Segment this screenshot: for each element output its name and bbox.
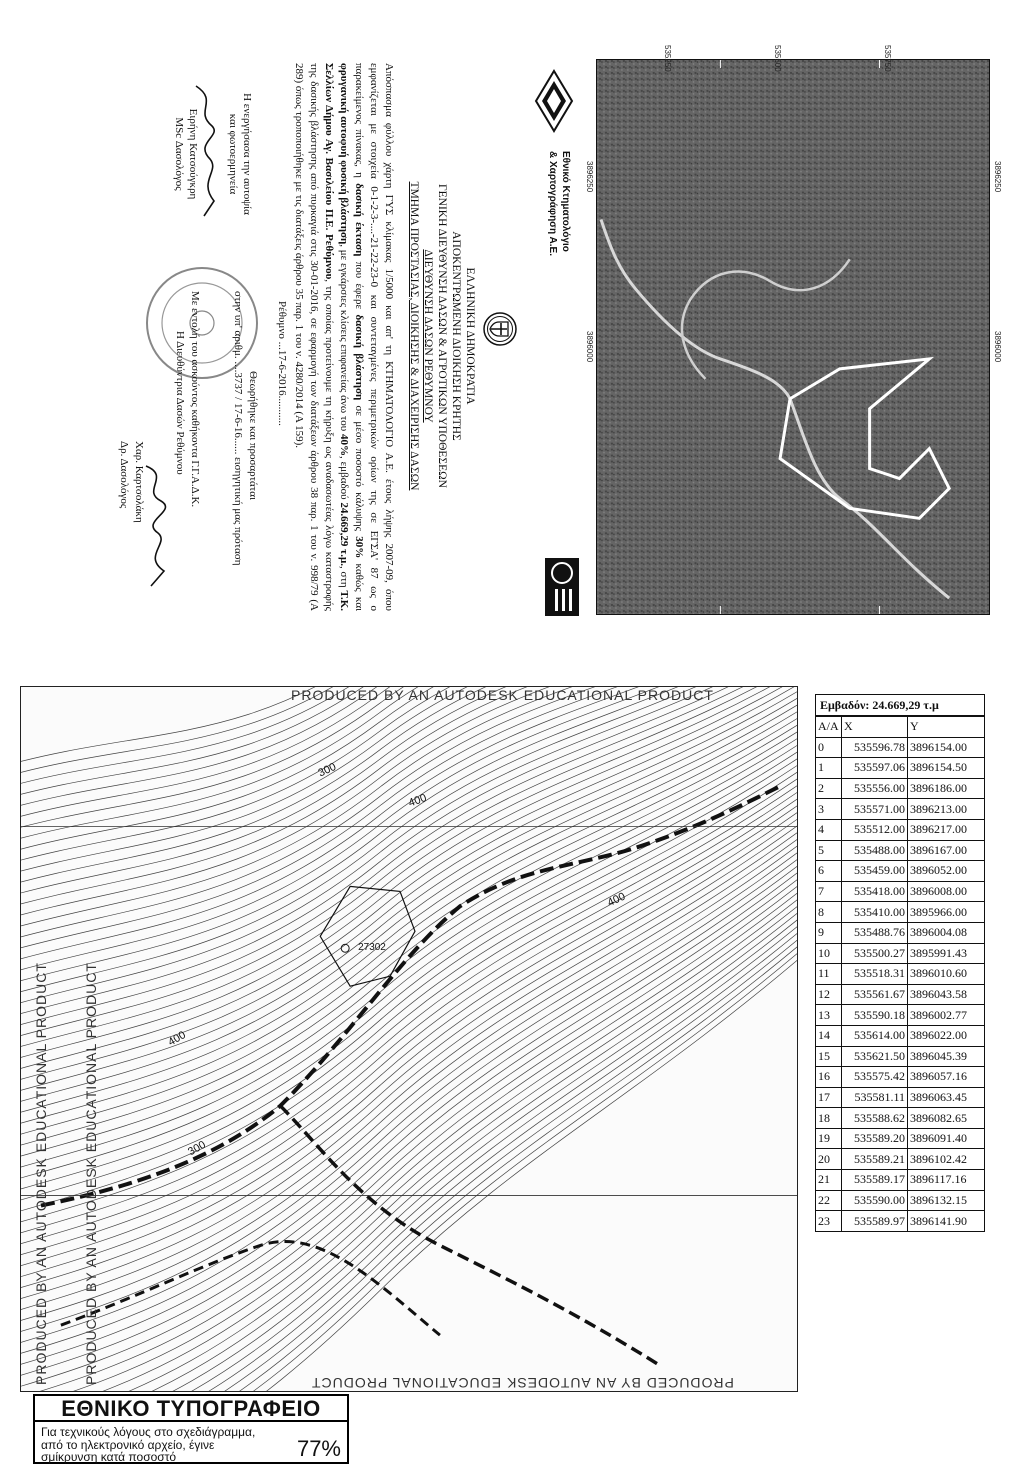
- contour-line: [21, 929, 797, 1391]
- table-row: [816, 964, 985, 985]
- body-text-part: σε μέσο ποσοστό κάλυψης: [353, 405, 365, 531]
- table-cell: 1: [816, 758, 842, 779]
- map-watermark-bottom: PRODUCED BY AN AUTODESK EDUCATIONAL PRODUCT: [311, 1375, 734, 1391]
- table-cell: 14: [816, 1025, 842, 1046]
- table-cell: 535589.97: [842, 1211, 908, 1232]
- contour-line: [21, 687, 797, 1063]
- table-cell: 3896045.39: [908, 1046, 985, 1067]
- ktimatologio-logo-icon: [532, 61, 576, 141]
- table-cell: 23: [816, 1211, 842, 1232]
- contour-line: [21, 843, 797, 1359]
- contour-line: [21, 687, 797, 898]
- contour-line: [21, 790, 797, 1271]
- contour-line: [21, 687, 797, 887]
- table-cell: 3896154.50: [908, 758, 985, 779]
- date-line: [276, 301, 288, 426]
- table-cell: 17: [816, 1087, 842, 1108]
- contour-label: 300: [186, 1138, 208, 1159]
- body-text-bold: φρυγανική αυτοφυή φυσική βλάστηση: [338, 63, 350, 245]
- table-cell: 13: [816, 1005, 842, 1026]
- body-text-part: Απόσπασμα φύλλου χάρτη ΓΥΣ κλίμακας 1/5000 και απ' τη ΚΤΗΜΑΤΟΛΟΓΙΟ Α.Ε. έτους λήψης 2007-09, όπου εμφανίζεται με στοιχεία 0-1-2-3-....-21-22-23-0 και συντεταγμένες περιμετρικών ορίων της σε ΕΓΣΑ' 87 ως ο παρακείμενος πίνακας, η: [353, 63, 395, 611]
- topographic-map: [20, 686, 798, 1392]
- header-line: ΤΜΗΜΑ ΠΡΟΣΤΑΣΙΑΣ, ΔΙΟΙΚΗΣΗΣ & ΔΙΑΧΕΙΡΙΣΗΣ ΔΑΣΩΝ: [408, 181, 420, 491]
- aerial-photo-graphic: [597, 60, 989, 614]
- contour-line: [21, 922, 797, 1391]
- table-cell: 3896141.90: [908, 1211, 985, 1232]
- table-cell: 10: [816, 943, 842, 964]
- aerial-coord-label: 3896250: [993, 161, 1002, 193]
- table-cell: 535518.31: [842, 964, 908, 985]
- contour-line: [21, 876, 797, 1391]
- table-row: [816, 819, 985, 840]
- table-row: [816, 902, 985, 923]
- table-cell: 535590.18: [842, 1005, 908, 1026]
- table-header-row: [816, 717, 985, 738]
- table-cell: 12: [816, 984, 842, 1005]
- table-cell: 3896217.00: [908, 819, 985, 840]
- body-text-part: , στη: [338, 566, 350, 588]
- table-header-cell: X: [842, 717, 908, 738]
- table-row: [816, 778, 985, 799]
- greek-emblem-icon: [482, 311, 518, 347]
- table-cell: 535597.06: [842, 758, 908, 779]
- signature-text: Με εντολή του ασκούντος καθήκοντα Γ.Γ.Α.Δ.Κ.: [189, 291, 201, 508]
- signature-name: Ειρήνη Κατσούγκρη: [187, 108, 199, 200]
- table-cell: 3895966.00: [908, 902, 985, 923]
- signature-scrawl-icon: [136, 461, 176, 591]
- body-text-bold: δασική έκταση: [353, 183, 365, 257]
- table-row: [816, 799, 985, 820]
- contour-line: [21, 935, 797, 1391]
- body-text-part: , της οποίας προτείνουμε τη κήρυξη ως αναδασωτέας λόγω καταστροφής της δασικής βλάστησης από πυρκαγιά στις 30-01-2016, σε εφαρμογή των διατάξεων άρθρου 38 παρ. 1 του ν. 998/79 (Α 289) όπως τροποποιήθηκε με τις διατάξεις άρθρου 35 παρ. 1 του ν. 4280/2014 (Α 159).: [293, 63, 335, 611]
- table-cell: 535596.78: [842, 737, 908, 758]
- table-cell: 3896010.60: [908, 964, 985, 985]
- table-cell: 535488.76: [842, 922, 908, 943]
- table-row: [816, 1005, 985, 1026]
- printer-percent: 77%: [296, 1436, 341, 1461]
- contour-line: [21, 810, 797, 1304]
- body-text-part: καθώς και: [353, 563, 365, 612]
- signature-scrawl-icon: [188, 81, 224, 221]
- table-cell: 3896063.45: [908, 1087, 985, 1108]
- contour-line: [21, 687, 797, 1052]
- table-cell: 16: [816, 1067, 842, 1088]
- header-line: ΔΙΕΥΘΥΝΣΗ ΔΑΣΩΝ ΡΕΘΥΜΝΟΥ: [422, 249, 434, 423]
- table-cell: 18: [816, 1108, 842, 1129]
- area-title: Εμβαδόν: 24.669,29 τ.μ: [815, 694, 985, 716]
- signature-text: στην υπ' αριθμ. ....3737 / 17-6-16...... εισηγητική μας πρόταση: [232, 291, 244, 566]
- table-cell: 535589.20: [842, 1128, 908, 1149]
- body-text-bold: δασική βλάστηση: [353, 314, 365, 401]
- signature-text: Θεωρήθηκε και προσαρτάται: [247, 371, 259, 500]
- ktimatologio-logo-text: Εθνικό Κτηματολόγιο & Χαρτογράφηση Α.Ε.: [547, 151, 571, 256]
- table-cell: 7: [816, 881, 842, 902]
- table-cell: 3896043.58: [908, 984, 985, 1005]
- contour-line: [21, 687, 797, 865]
- table-cell: 535575.42: [842, 1067, 908, 1088]
- table-cell: 3896154.00: [908, 737, 985, 758]
- contour-line: [21, 909, 797, 1391]
- table-cell: 3896004.08: [908, 922, 985, 943]
- contour-line: [21, 751, 797, 1206]
- signature-name: Χαρ. Καρτσολάκη: [133, 441, 145, 523]
- table-cell: 3896117.16: [908, 1170, 985, 1191]
- printer-note-line: από το ηλεκτρονικό αρχείο, έγινε: [41, 1438, 215, 1452]
- printer-note-line: σμίκρυνση κατά ποσοστό: [41, 1450, 177, 1464]
- contour-line: [21, 777, 797, 1249]
- table-cell: 3896082.65: [908, 1108, 985, 1129]
- table-row: [816, 1211, 985, 1232]
- contour-line: [21, 902, 797, 1391]
- table-cell: 3896008.00: [908, 881, 985, 902]
- table-cell: 3895991.43: [908, 943, 985, 964]
- table-cell: 9: [816, 922, 842, 943]
- table-cell: 3896022.00: [908, 1025, 985, 1046]
- table-cell: 535589.21: [842, 1149, 908, 1170]
- contour-line: [21, 817, 797, 1316]
- aerial-coord-label: 3896250: [585, 161, 594, 193]
- aerial-coord-label: 535500: [773, 45, 782, 72]
- body-text-bold: 30%: [353, 536, 365, 559]
- header-line: ΕΛΛΗΝΙΚΗ ΔΗΜΟΚΡΑΤΙΑ: [464, 267, 476, 405]
- map-watermark-left: PRODUCED BY AN AUTODESK EDUCATIONAL PRODUCT: [33, 962, 49, 1385]
- table-cell: 6: [816, 861, 842, 882]
- table-cell: 3896186.00: [908, 778, 985, 799]
- table-cell: 3896052.00: [908, 861, 985, 882]
- contour-label: 400: [605, 890, 628, 910]
- contour-label: 400: [166, 1029, 188, 1049]
- map-point-label: 27302: [358, 942, 386, 954]
- table-row: [816, 984, 985, 1005]
- table-cell: 535614.00: [842, 1025, 908, 1046]
- aerial-coord-label: 535750: [883, 45, 892, 72]
- body-text-part: που έφερε: [353, 261, 365, 310]
- aerial-coord-label: 535250: [663, 45, 672, 72]
- table-cell: 535512.00: [842, 819, 908, 840]
- aerial-photo: [596, 59, 990, 615]
- contour-line: [21, 687, 797, 1008]
- table-row: [816, 1128, 985, 1149]
- body-paragraph: [291, 63, 396, 611]
- table-row: [816, 1190, 985, 1211]
- table-cell: 0: [816, 737, 842, 758]
- table-header-cell: Y: [908, 717, 985, 738]
- table-cell: 535581.11: [842, 1087, 908, 1108]
- table-row: [816, 1108, 985, 1129]
- contour-line: [21, 889, 797, 1391]
- contour-line: [21, 830, 797, 1337]
- table-row: [816, 1170, 985, 1191]
- table-row: [816, 1087, 985, 1108]
- table-row: [816, 861, 985, 882]
- table-row: [816, 922, 985, 943]
- table-cell: 22: [816, 1190, 842, 1211]
- table-cell: 3896132.15: [908, 1190, 985, 1211]
- table-cell: 15: [816, 1046, 842, 1067]
- body-text-part: , με εγκάρσιες κλίσεις επιφανείας άνω του: [338, 244, 350, 432]
- table-cell: 5: [816, 840, 842, 861]
- table-cell: 535459.00: [842, 861, 908, 882]
- table-cell: 535561.67: [842, 984, 908, 1005]
- table-row: [816, 1149, 985, 1170]
- signature-title: MSc Δασολόγος: [173, 117, 185, 191]
- signature-text: και φωτοερμηνεία: [227, 113, 239, 195]
- header-line: ΑΠΟΚΕΝΤΡΩΜΕΝΗ ΔΙΟΙΚΗΣΗ ΚΡΗΤΗΣ: [450, 231, 462, 441]
- agency-logo-icon: [544, 557, 580, 617]
- table-cell: 4: [816, 819, 842, 840]
- body-text-bold: Τ.Κ. Σελλίων Δήμου Αγ. Βασιλείου Π.Ε. Ρεθύμνου: [323, 63, 350, 612]
- table-cell: 535621.50: [842, 1046, 908, 1067]
- signature-text: Η ενεργήσασα την αυτοψία: [241, 93, 253, 215]
- printer-notice-box: [33, 1394, 349, 1464]
- table-cell: 3896167.00: [908, 840, 985, 861]
- table-row: [816, 737, 985, 758]
- table-cell: 535590.00: [842, 1190, 908, 1211]
- road-line: [280, 1106, 659, 1365]
- table-row: [816, 1025, 985, 1046]
- contour-label: 300: [316, 760, 339, 780]
- table-cell: 21: [816, 1170, 842, 1191]
- aerial-coord-label: 3896000: [993, 331, 1002, 363]
- coordinates-table: [815, 716, 985, 1232]
- printer-note-line: Για τεχνικούς λόγους στο σχεδιάγραμμα,: [41, 1425, 256, 1439]
- signature-text: Η Διευθύντρια Δασών Ρεθύμνου: [174, 331, 186, 475]
- table-cell: 535571.00: [842, 799, 908, 820]
- table-cell: 3896057.16: [908, 1067, 985, 1088]
- date-label: Ρέθυμνο: [276, 301, 288, 339]
- table-cell: 2: [816, 778, 842, 799]
- table-cell: 11: [816, 964, 842, 985]
- contour-line: [21, 687, 797, 997]
- table-row: [816, 840, 985, 861]
- body-text-bold: 24.669,29 τ.μ.: [338, 502, 350, 566]
- table-cell: 3896213.00: [908, 799, 985, 820]
- rotated-document-page: [12, 41, 1012, 631]
- contour-line: [21, 687, 797, 833]
- table-cell: 3896091.40: [908, 1128, 985, 1149]
- topographic-map-graphic: [21, 687, 797, 1391]
- survey-point-icon: [341, 944, 349, 952]
- body-text-part: , εμβαδού: [338, 456, 350, 500]
- table-cell: 3896102.42: [908, 1149, 985, 1170]
- table-cell: 19: [816, 1128, 842, 1149]
- table-cell: 535488.00: [842, 840, 908, 861]
- body-text-bold: 40%: [338, 434, 350, 457]
- table-cell: 535410.00: [842, 902, 908, 923]
- contour-line: [21, 698, 797, 1118]
- table-row: [816, 881, 985, 902]
- contour-line: [21, 687, 797, 1096]
- table-cell: 535589.17: [842, 1170, 908, 1191]
- contour-line: [21, 797, 797, 1282]
- header-line: ΓΕΝΙΚΗ ΔΙΕΥΘΥΝΣΗ ΔΑΣΩΝ & ΑΓΡΟΤΙΚΩΝ ΥΠΟΘΕΣΕΩΝ: [436, 183, 448, 488]
- contour-label: 400: [406, 791, 429, 810]
- aerial-coord-label: 3896000: [585, 331, 594, 363]
- table-cell: 8: [816, 902, 842, 923]
- table-row: [816, 758, 985, 779]
- table-row: [816, 1046, 985, 1067]
- date-value: ...17-6-2016...........: [276, 341, 288, 426]
- table-cell: 535588.62: [842, 1108, 908, 1129]
- table-cell: 3896002.77: [908, 1005, 985, 1026]
- table-row: [816, 943, 985, 964]
- contour-line: [21, 692, 797, 1107]
- table-cell: 3: [816, 799, 842, 820]
- map-watermark-top: PRODUCED BY AN AUTODESK EDUCATIONAL PRODUCT: [291, 687, 714, 703]
- table-row: [816, 1067, 985, 1088]
- table-cell: 20: [816, 1149, 842, 1170]
- contour-line: [21, 687, 797, 1019]
- map-watermark-left-inner: PRODUCED BY AN AUTODESK EDUCATIONAL PRODUCT: [83, 962, 99, 1385]
- contour-line: [21, 687, 797, 1041]
- table-header-cell: Α/Α: [816, 717, 842, 738]
- table-cell: 535418.00: [842, 881, 908, 902]
- document-text-block: [12, 41, 524, 631]
- table-cell: 535556.00: [842, 778, 908, 799]
- table-cell: 535500.27: [842, 943, 908, 964]
- printer-title: ΕΘΝΙΚΟ ΤΥΠΟΓΡΑΦΕΙΟ: [35, 1396, 347, 1422]
- contour-line: [21, 882, 797, 1391]
- signature-title: Δρ. Δασολόγος: [118, 441, 130, 509]
